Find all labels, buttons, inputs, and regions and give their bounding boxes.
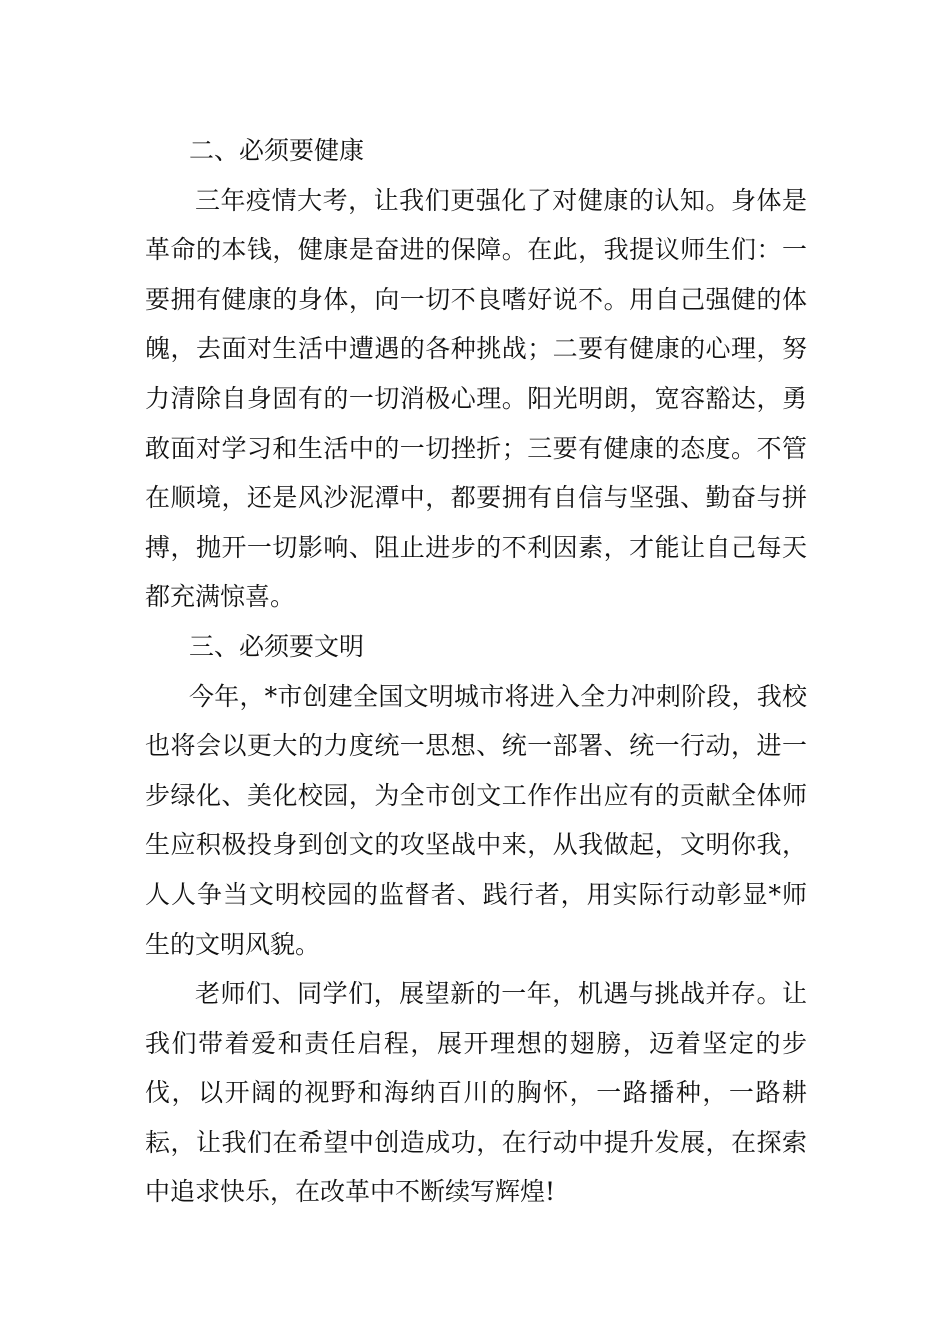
document-body <box>145 126 807 1217</box>
section-three-heading: 三、必须要文明 <box>189 631 365 661</box>
section-two-paragraph: 三年疫情大考，让我们更强化了对健康的认知。身体是革命的本钱，健康是奋进的保障。在此，我提议师生们：一要拥有健康的身体，向一切不良嗜好说不。用自己强健的体魄，去面对生活中遭遇的各种挑战；二要有健康的心理，努力清除自身固有的一切消极心理。阳光明朗，宽容豁达，勇敢面对学习和生活中的一切挫折；三要有健康的态度。不管在顺境，还是风沙泥潭中，都要拥有自信与坚强、勤奋与拼搏，抛开一切影响、阻止进步的不利因素，才能让自己每天都充满惊喜。 <box>145 185 807 612</box>
section-two-heading: 二、必须要健康 <box>189 136 365 165</box>
closing-paragraph: 老师们、同学们，展望新的一年，机遇与挑战并存。让我们带着爱和责任启程，展开理想的翅膀，迈着坚定的步伐，以开阔的视野和海纳百川的胸怀，一路播种，一路耕耘，让我们在希望中创造成功，在行动中提升发展，在探索中追求快乐，在改革中不断续写辉煌! <box>145 979 807 1207</box>
section-three-paragraph: 今年，*市创建全国文明城市将进入全力冲刺阶段，我校也将会以更大的力度统一思想、统一部署、统一行动，进一步绿化、美化校园，为全市创文工作作出应有的贡献全体师生应积极投身到创文的攻坚战中来，从我做起，文明你我，人人争当文明校园的监督者、践行者，用实际行动彰显*师生的文明风貌。 <box>145 681 807 959</box>
